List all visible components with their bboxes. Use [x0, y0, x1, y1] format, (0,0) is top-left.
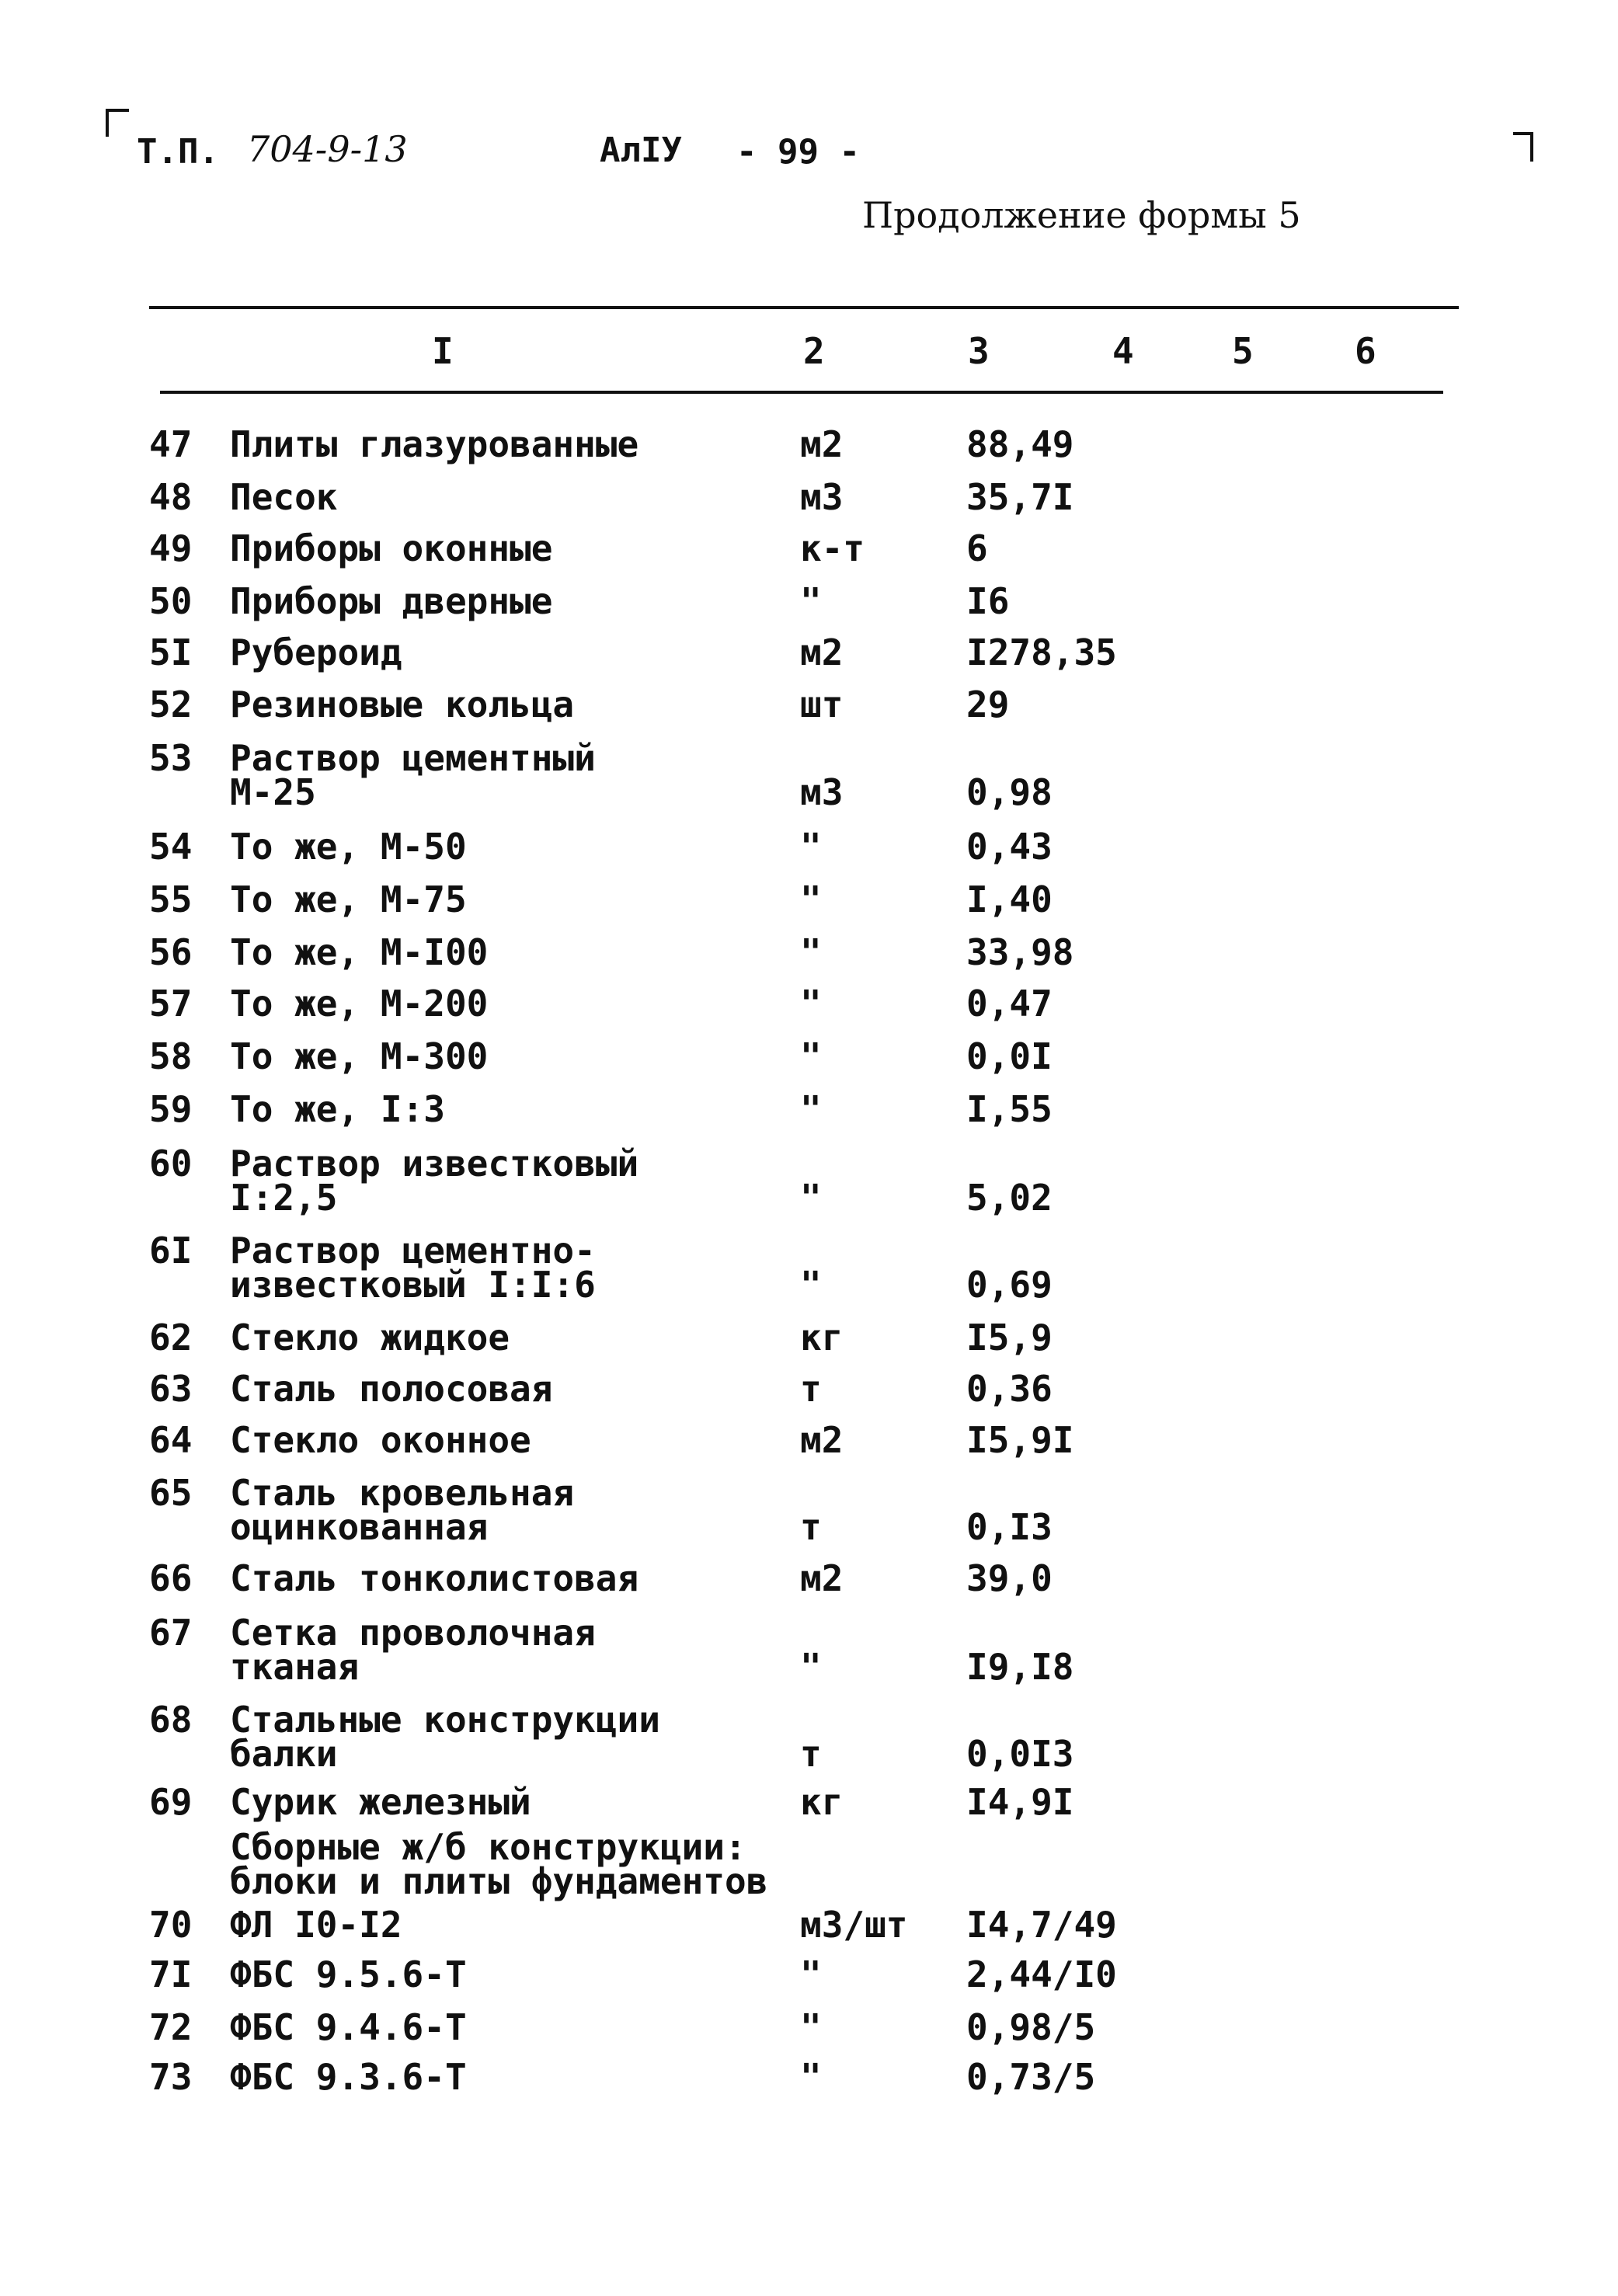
quantity-value: 33,98	[966, 931, 1074, 973]
material-name: Стекло жидкое	[230, 1317, 510, 1358]
unit-of-measure: м2	[800, 423, 844, 465]
material-name: Приборы дверные	[230, 580, 553, 622]
row-number: 7I	[149, 1953, 193, 1995]
quantity-value: I,40	[966, 878, 1053, 920]
row-number: 55	[149, 878, 193, 920]
material-name: То же, М-50	[230, 826, 467, 868]
quantity-value: I,55	[966, 1088, 1053, 1130]
page-number: - 99 -	[736, 132, 860, 172]
corner-mark-left	[106, 109, 129, 137]
material-name: Сурик железный	[230, 1781, 531, 1823]
unit-of-measure: м3	[800, 771, 844, 813]
row-number: 50	[149, 580, 193, 622]
material-name: Раствор известковый I:2,5	[230, 1143, 639, 1219]
column-header-1: I	[432, 330, 454, 372]
row-number: 72	[149, 2006, 193, 2048]
material-name: Рубероид	[230, 631, 402, 673]
material-name: Раствор цементно- известковый I:I:6	[230, 1230, 596, 1306]
row-number: 62	[149, 1317, 193, 1358]
quantity-value: 0,0I	[966, 1035, 1053, 1077]
unit-of-measure: к-т	[800, 527, 865, 569]
column-header-4: 4	[1112, 330, 1134, 372]
row-number: 6I	[149, 1230, 193, 1271]
quantity-value: 0,98	[966, 771, 1053, 813]
unit-of-measure: м2	[800, 1419, 844, 1461]
material-name: ФБС 9.3.6-Т	[230, 2056, 467, 2098]
row-number: 65	[149, 1472, 193, 1514]
unit-of-measure: "	[800, 2056, 822, 2098]
unit-of-measure: "	[800, 931, 822, 973]
row-number: 68	[149, 1699, 193, 1741]
row-number: 48	[149, 476, 193, 518]
column-header-5: 5	[1232, 330, 1254, 372]
unit-of-measure: м2	[800, 1557, 844, 1599]
quantity-value: I9,I8	[966, 1646, 1074, 1688]
unit-of-measure: м3/шт	[800, 1904, 908, 1946]
quantity-value: 0,47	[966, 983, 1053, 1025]
material-name: То же, М-75	[230, 878, 467, 920]
row-number: 49	[149, 527, 193, 569]
table-header-rule	[160, 391, 1443, 394]
material-name: ФЛ I0-I2	[230, 1904, 402, 1946]
unit-of-measure: м2	[800, 631, 844, 673]
material-name: Сталь тонколистовая	[230, 1557, 639, 1599]
quantity-value: I5,9	[966, 1317, 1053, 1358]
quantity-value: 6	[966, 527, 988, 569]
row-number: 70	[149, 1904, 193, 1946]
unit-of-measure: т	[800, 1733, 822, 1775]
row-number: 64	[149, 1419, 193, 1461]
column-header-6: 6	[1355, 330, 1376, 372]
material-name: Стальные конструкции балки	[230, 1699, 660, 1775]
unit-of-measure: "	[800, 826, 822, 868]
unit-of-measure: "	[800, 878, 822, 920]
row-number: 59	[149, 1088, 193, 1130]
unit-of-measure: "	[800, 1953, 822, 1995]
quantity-value: 35,7I	[966, 476, 1074, 518]
material-name: Приборы оконные	[230, 527, 553, 569]
quantity-value: 0,I3	[966, 1506, 1053, 1548]
row-number: 54	[149, 826, 193, 868]
material-name: Плиты глазурованные	[230, 423, 639, 465]
unit-of-measure: "	[800, 1264, 822, 1306]
column-header-2: 2	[803, 330, 825, 372]
row-number: 52	[149, 684, 193, 725]
quantity-value: 0,73/5	[966, 2056, 1096, 2098]
unit-of-measure: шт	[800, 684, 844, 725]
column-header-3: 3	[968, 330, 990, 372]
quantity-value: I5,9I	[966, 1419, 1074, 1461]
quantity-value: 0,36	[966, 1368, 1053, 1410]
quantity-value: 0,69	[966, 1264, 1053, 1306]
material-name: Раствор цементный М-25	[230, 737, 596, 813]
unit-of-measure: "	[800, 580, 822, 622]
unit-of-measure: "	[800, 1177, 822, 1219]
row-number: 66	[149, 1557, 193, 1599]
row-number: 53	[149, 737, 193, 779]
material-name: ФБС 9.4.6-Т	[230, 2006, 467, 2048]
material-name: Резиновые кольца	[230, 684, 575, 725]
material-name: Сталь кровельная оцинкованная	[230, 1472, 575, 1548]
quantity-value: 0,0I3	[966, 1733, 1074, 1775]
quantity-value: 2,44/I0	[966, 1953, 1117, 1995]
quantity-value: I4,9I	[966, 1781, 1074, 1823]
material-name: Сталь полосовая	[230, 1368, 553, 1410]
material-name: Сетка проволочная тканая	[230, 1612, 596, 1688]
quantity-value: 88,49	[966, 423, 1074, 465]
row-number: 47	[149, 423, 193, 465]
row-number: 69	[149, 1781, 193, 1823]
material-name: ФБС 9.5.6-Т	[230, 1953, 467, 1995]
material-name: То же, М-200	[230, 983, 489, 1025]
row-number: 58	[149, 1035, 193, 1077]
table-top-rule	[149, 306, 1459, 309]
series-code: 704-9-13	[247, 128, 408, 170]
row-number: 73	[149, 2056, 193, 2098]
quantity-value: I6	[966, 580, 1010, 622]
unit-of-measure: "	[800, 1088, 822, 1130]
unit-of-measure: м3	[800, 476, 844, 518]
unit-of-measure: кг	[800, 1781, 844, 1823]
material-name: То же, М-300	[230, 1035, 489, 1077]
quantity-value: I278,35	[966, 631, 1117, 673]
material-name: Песок	[230, 476, 338, 518]
quantity-value: 39,0	[966, 1557, 1053, 1599]
unit-of-measure: кг	[800, 1317, 844, 1358]
row-number: 56	[149, 931, 193, 973]
unit-of-measure: т	[800, 1506, 822, 1548]
row-number: 60	[149, 1143, 193, 1185]
form-subtitle: Продолжение формы 5	[862, 194, 1301, 236]
unit-of-measure: "	[800, 1035, 822, 1077]
album-code: АлIУ	[600, 130, 682, 170]
series-prefix: Т.П.	[137, 132, 219, 172]
unit-of-measure: т	[800, 1368, 822, 1410]
unit-of-measure: "	[800, 2006, 822, 2048]
quantity-value: 0,98/5	[966, 2006, 1096, 2048]
quantity-value: 0,43	[966, 826, 1053, 868]
quantity-value: 5,02	[966, 1177, 1053, 1219]
material-name: То же, М-I00	[230, 931, 489, 973]
unit-of-measure: "	[800, 983, 822, 1025]
quantity-value: I4,7/49	[966, 1904, 1117, 1946]
unit-of-measure: "	[800, 1646, 822, 1688]
material-name: То же, I:3	[230, 1088, 445, 1130]
material-name: Сборные ж/б конструкции: блоки и плиты фундаментов	[230, 1826, 768, 1902]
row-number: 67	[149, 1612, 193, 1654]
row-number: 5I	[149, 631, 193, 673]
corner-mark-right	[1513, 132, 1533, 162]
row-number: 63	[149, 1368, 193, 1410]
quantity-value: 29	[966, 684, 1010, 725]
material-name: Стекло оконное	[230, 1419, 531, 1461]
row-number: 57	[149, 983, 193, 1025]
